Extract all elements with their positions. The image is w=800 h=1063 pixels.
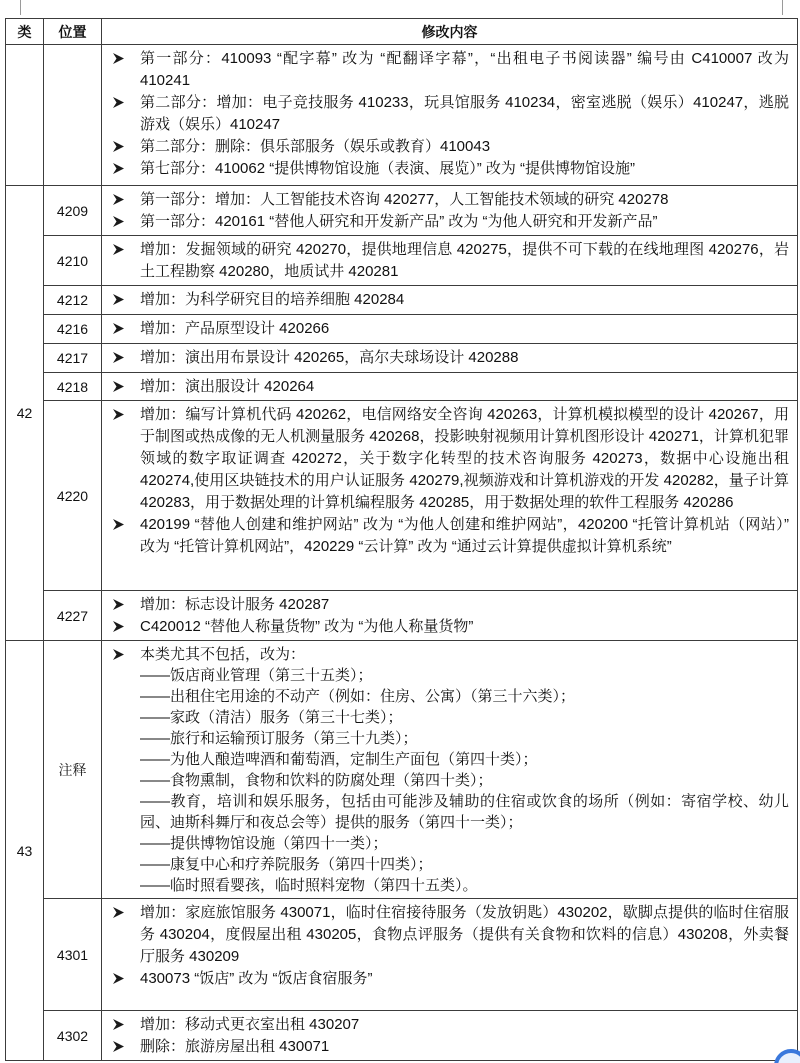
content-cell — [102, 45, 798, 186]
table-row-notes — [6, 641, 798, 899]
note-text: ——教育，培训和娱乐服务，包括由可能涉及辅助的住宿或饮食的场所（例如：寄宿学校、幼儿园、迪斯科舞厅和夜总会等）提供的服务（第四十一类）； — [140, 793, 789, 831]
position-cell: 4301 — [44, 899, 102, 1011]
change-item — [102, 347, 789, 369]
note-line — [102, 791, 789, 833]
change-item — [102, 136, 789, 158]
content-cell — [102, 286, 798, 315]
change-text: 增加：演出服设计 420264 — [140, 378, 315, 395]
change-text: 增加：产品原型设计 420266 — [140, 320, 330, 337]
arrow-bullet-icon — [113, 244, 124, 255]
change-text: 增加：演出用布景设计 420265，高尔夫球场设计 420288 — [140, 349, 519, 366]
note-line — [102, 854, 789, 875]
change-item — [102, 92, 789, 136]
change-item — [102, 189, 789, 211]
table-row-4227 — [6, 591, 798, 641]
note-text: ——为他人酿造啤酒和葡萄酒，定制生产面包（第四十类）； — [140, 751, 538, 768]
change-item — [102, 1014, 789, 1036]
change-item — [102, 48, 789, 92]
note-line — [102, 665, 789, 686]
note-text: ——食物熏制，食物和饮料的防腐处理（第四十类）； — [140, 772, 493, 789]
note-line — [102, 875, 789, 896]
content-cell — [102, 899, 798, 1011]
table-row-4209 — [6, 186, 798, 236]
modification-table — [5, 18, 798, 1061]
change-item — [102, 968, 789, 990]
change-text: 增加：发掘领域的研究 420270，提供地理信息 420275，提供不可下载的在线地理图 420276，岩土工程勘察 420280，地质试井 420281 — [140, 241, 789, 280]
change-text: 第七部分：410062 “提供博物馆设施（表演、展览）” 改为 “提供博物馆设施” — [140, 160, 636, 177]
arrow-bullet-icon — [113, 352, 124, 363]
note-text: ——临时照看婴孩，临时照料宠物（第四十五类）。 — [140, 877, 478, 894]
change-item — [102, 289, 789, 311]
change-text: 增加：家庭旅馆服务 430071，临时住宿接待服务（发放钥匙）430202，歇脚点提供的临时住宿服务 430204，度假屋出租 430205，食物点评服务（提供有关食物和饮料的信息）430208，外卖餐厅服务 430209 — [140, 904, 789, 965]
table-row-4217 — [6, 344, 798, 373]
table-row-4301 — [6, 899, 798, 1011]
change-text: 删除：旅游房屋出租 430071 — [140, 1038, 330, 1055]
note-line — [102, 770, 789, 791]
content-cell — [102, 344, 798, 373]
arrow-bullet-icon — [113, 141, 124, 152]
position-cell: 4302 — [44, 1011, 102, 1061]
change-text: 第一部分：增加：人工智能技术咨询 420277，人工智能技术领域的研究 420278 — [140, 191, 669, 208]
header-position: 位置 — [44, 19, 102, 45]
arrow-bullet-icon — [113, 1019, 124, 1030]
change-item — [102, 594, 789, 616]
change-item — [102, 211, 789, 233]
content-cell — [102, 1011, 798, 1061]
badge-ring — [774, 1049, 800, 1063]
arrow-bullet-icon — [113, 907, 124, 918]
header-class: 类 — [6, 19, 44, 45]
note-text: ——提供博物馆设施（第四十一类）； — [140, 835, 388, 852]
change-text: 第一部分：410093 “配字幕” 改为 “配翻译字幕”，“出租电子书阅读器” 编号由 C410007 改为 410241 — [140, 50, 789, 89]
note-line — [102, 707, 789, 728]
change-text: 增加：标志设计服务 420287 — [140, 596, 330, 613]
table-row-4220 — [6, 401, 798, 591]
note-line — [102, 833, 789, 854]
change-text: 第二部分：增加：电子竞技服务 410233，玩具馆服务 410234，密室逃脱（娱乐）410247，逃脱游戏（娱乐）410247 — [140, 94, 789, 133]
change-text: 430073 “饭店” 改为 “饭店食宿服务” — [140, 970, 373, 987]
change-item — [102, 902, 789, 968]
change-text: 本类尤其不包括，改为： — [140, 646, 306, 663]
change-item — [102, 404, 789, 514]
change-text: 第二部分：删除：俱乐部服务（娱乐或教育）410043 — [140, 138, 491, 155]
change-item — [102, 514, 789, 558]
arrow-bullet-icon — [113, 323, 124, 334]
note-text: ——饭店商业管理（第三十五类）； — [140, 667, 373, 684]
table-row-4218 — [6, 373, 798, 401]
position-cell: 4210 — [44, 236, 102, 286]
change-item — [102, 158, 789, 180]
crop-mark-top-left — [20, 0, 21, 15]
position-cell — [44, 45, 102, 186]
change-text: C420012 “替他人称量货物” 改为 “为他人称量货物” — [140, 618, 474, 635]
class-cell — [6, 45, 44, 186]
change-text: 第一部分：420161 “替他人研究和开发新产品” 改为 “为他人研究和开发新产品” — [140, 213, 658, 230]
crop-mark-top-right — [782, 0, 783, 15]
floating-badge-icon — [770, 1047, 800, 1063]
change-item — [102, 376, 789, 398]
content-cell — [102, 401, 798, 591]
content-cell — [102, 373, 798, 401]
arrow-bullet-icon — [113, 519, 124, 530]
note-text: ——旅行和运输预订服务（第三十九类）； — [140, 730, 418, 747]
change-text: 增加：为科学研究目的培养细胞 420284 — [140, 291, 405, 308]
content-cell — [102, 186, 798, 236]
arrow-bullet-icon — [113, 1041, 124, 1052]
arrow-bullet-icon — [113, 409, 124, 420]
table-row-4302 — [6, 1011, 798, 1061]
arrow-bullet-icon — [113, 163, 124, 174]
change-item — [102, 318, 789, 340]
note-line — [102, 728, 789, 749]
note-line — [102, 686, 789, 707]
arrow-bullet-icon — [113, 621, 124, 632]
arrow-bullet-icon — [113, 216, 124, 227]
table-row-4216 — [6, 315, 798, 344]
arrow-bullet-icon — [113, 973, 124, 984]
position-cell: 4212 — [44, 286, 102, 315]
note-text: ——康复中心和疗养院服务（第四十四类）； — [140, 856, 433, 873]
arrow-bullet-icon — [113, 97, 124, 108]
position-cell: 4209 — [44, 186, 102, 236]
change-text: 增加：编写计算机代码 420262，电信网络安全咨询 420263，计算机模拟模型的设计 420267，用于制图或热成像的无人机测量服务 420268，投影映射视频用计算机图形设计 420271，计算机犯罪领域的数字取证调查 420272，关于数字化转型的技术咨询服务 420273，数据中心设施出租 420274,使用区块链技术的用户认证服务 420279,视频游戏和计算机游戏的开发 420282，量子计算 420283，用于数据处理的计算机编程服务 420285，用于数据处理的软件工程服务 420286 — [140, 406, 789, 511]
position-cell: 注释 — [44, 641, 102, 899]
position-cell: 4227 — [44, 591, 102, 641]
content-cell — [102, 641, 798, 899]
table-row-4212 — [6, 286, 798, 315]
note-text: ——出租住宅用途的不动产（例如：住房、公寓）（第三十六类）； — [140, 688, 576, 705]
arrow-bullet-icon — [113, 294, 124, 305]
table-row-continued — [6, 45, 798, 186]
content-cell — [102, 236, 798, 286]
table-row-4210 — [6, 236, 798, 286]
position-cell: 4218 — [44, 373, 102, 401]
arrow-bullet-icon — [113, 599, 124, 610]
change-item — [102, 239, 789, 283]
note-line — [102, 749, 789, 770]
content-cell — [102, 591, 798, 641]
class-cell-42: 42 — [6, 186, 44, 641]
change-item — [102, 1036, 789, 1058]
content-cell — [102, 315, 798, 344]
arrow-bullet-icon — [113, 53, 124, 64]
position-cell: 4217 — [44, 344, 102, 373]
change-item — [102, 644, 789, 665]
position-cell: 4220 — [44, 401, 102, 591]
arrow-bullet-icon — [113, 194, 124, 205]
change-text: 增加：移动式更衣室出租 430207 — [140, 1016, 360, 1033]
class-cell-43: 43 — [6, 641, 44, 1061]
arrow-bullet-icon — [113, 381, 124, 392]
table-header-row — [6, 19, 798, 45]
note-text: ——家政（清洁）服务（第三十七类）； — [140, 709, 403, 726]
change-item — [102, 616, 789, 638]
header-content: 修改内容 — [102, 19, 798, 45]
arrow-bullet-icon — [113, 649, 124, 660]
position-cell: 4216 — [44, 315, 102, 344]
change-text: 420199 “替他人创建和维护网站” 改为 “为他人创建和维护网站”，420200 “托管计算机站（网站）” 改为 “托管计算机网站”，420229 “云计算” 改为 “通过云计算提供虚拟计算机系统” — [140, 516, 789, 555]
